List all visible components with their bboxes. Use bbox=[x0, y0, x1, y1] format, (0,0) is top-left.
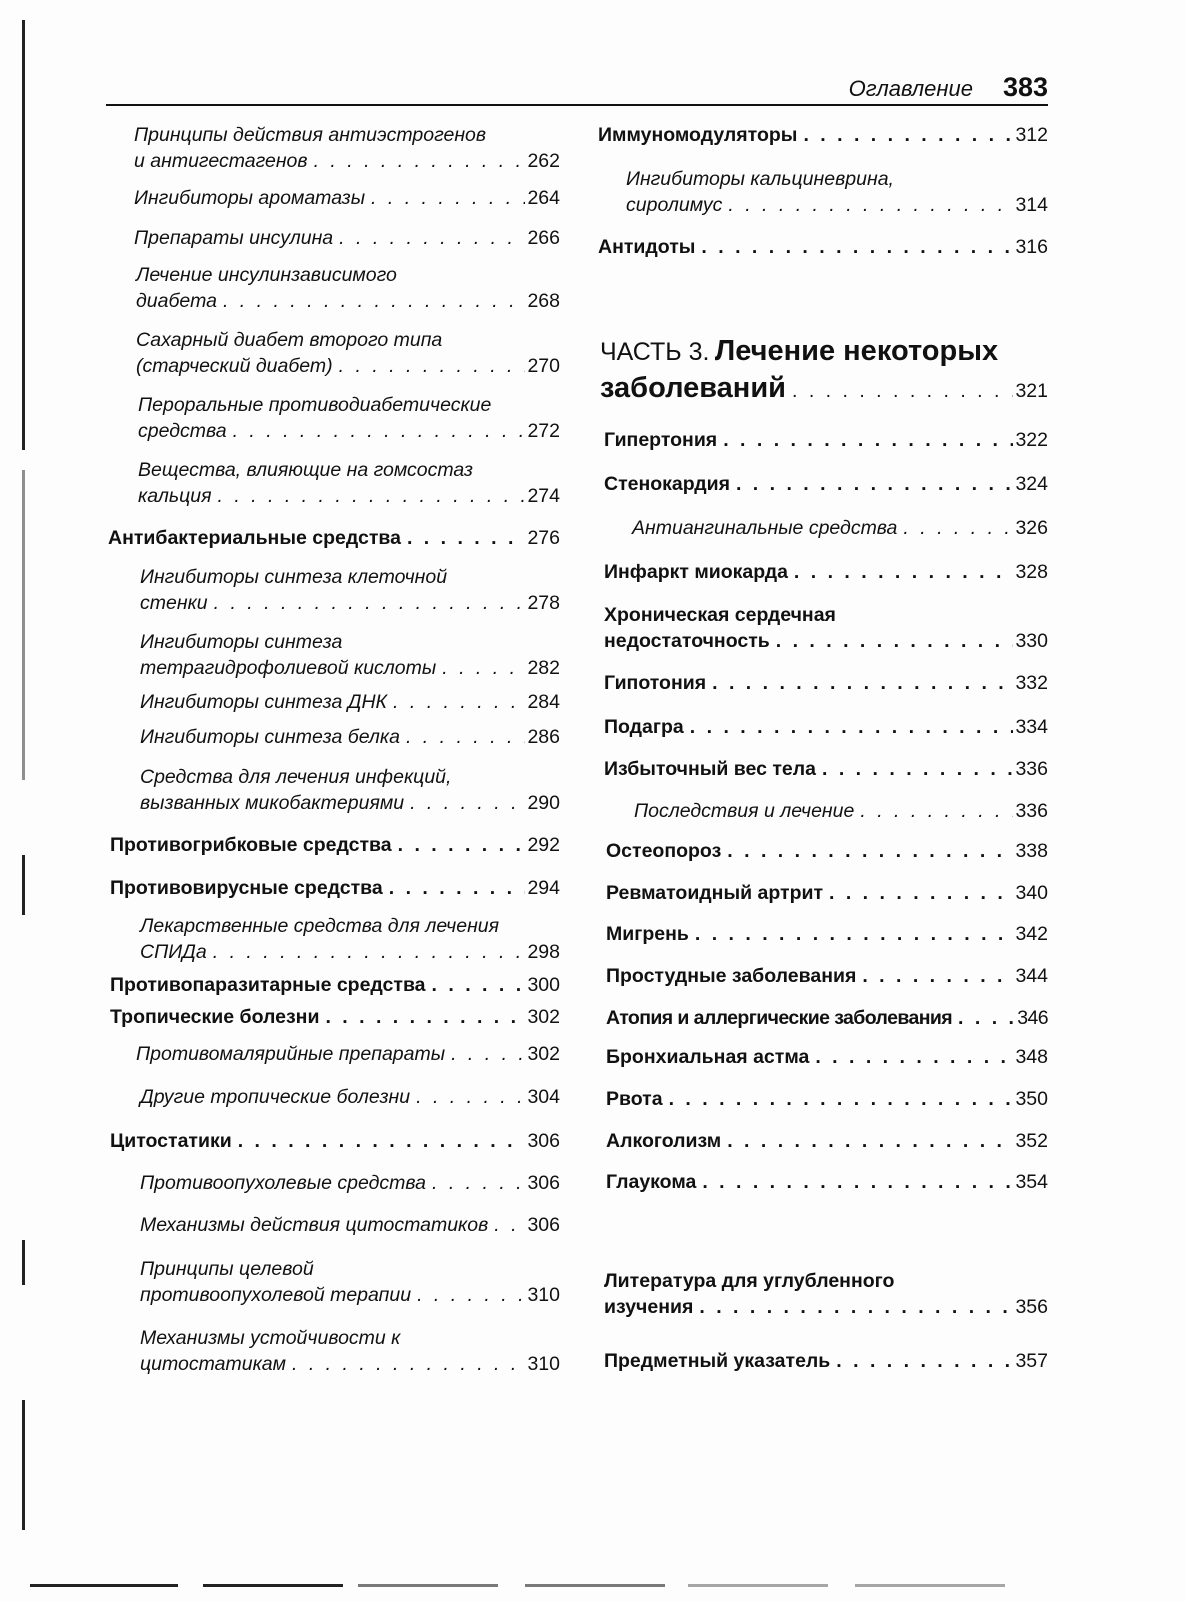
toc-entry[interactable]: Принципы действия антиэстрогенов и антигестагенов . . . 262 bbox=[134, 122, 560, 174]
toc-entry[interactable]: Другие тропические болезни . . . 304 bbox=[140, 1084, 560, 1110]
toc-entry[interactable]: Подагра . . . 334 bbox=[604, 714, 1048, 740]
toc-entry[interactable]: Противогрибковые средства . . . 292 bbox=[110, 832, 560, 858]
toc-entry[interactable]: Инфаркт миокарда . . . 328 bbox=[604, 559, 1048, 585]
toc-entry[interactable]: Цитостатики . . . 306 bbox=[110, 1128, 560, 1154]
toc-entry[interactable]: Глаукома . . . 354 bbox=[606, 1169, 1048, 1195]
toc-entry[interactable]: Антиангинальные средства . . . 326 bbox=[632, 515, 1048, 541]
footer-rule bbox=[358, 1584, 498, 1587]
running-title: Оглавление bbox=[848, 76, 973, 101]
toc-entry[interactable]: Мигрень . . . 342 bbox=[606, 921, 1048, 947]
toc-entry[interactable]: Ингибиторы синтеза клеточной стенки . . . 278 bbox=[140, 564, 560, 616]
toc-entry[interactable]: Иммуномодуляторы . . . 312 bbox=[598, 122, 1048, 148]
toc-entry[interactable]: Остеопороз . . . 338 bbox=[606, 838, 1048, 864]
toc-entry[interactable]: Хроническая сердечная недостаточность . . . 330 bbox=[604, 602, 1048, 654]
scan-edge-mark bbox=[22, 20, 25, 450]
toc-entry[interactable]: Вещества, влияющие на гомсостаз кальция . . . 274 bbox=[138, 457, 560, 509]
toc-entry[interactable]: Простудные заболевания . . . 344 bbox=[606, 963, 1048, 989]
toc-entry[interactable]: Пероральные противодиабетические средства . . . 272 bbox=[138, 392, 560, 444]
toc-entry[interactable]: Антидоты . . . 316 bbox=[598, 234, 1048, 260]
scan-edge-mark bbox=[22, 470, 25, 780]
toc-entry[interactable]: Антибактериальные средства . . . 276 bbox=[108, 525, 560, 551]
footer-rule bbox=[525, 1584, 665, 1587]
scan-edge-mark bbox=[22, 1400, 25, 1530]
toc-entry[interactable]: Механизмы устойчивости к цитостатикам . . . 310 bbox=[140, 1325, 560, 1377]
toc-entry[interactable]: Тропические болезни . . . 302 bbox=[110, 1004, 560, 1030]
toc-entry[interactable]: Рвота . . . 350 bbox=[606, 1086, 1048, 1112]
toc-entry[interactable]: Гипертония . . . 322 bbox=[604, 427, 1048, 453]
toc-entry[interactable]: Противовирусные средства . . . 294 bbox=[110, 875, 560, 901]
toc-entry[interactable]: Литература для углубленного изучения . . . 356 bbox=[604, 1268, 1048, 1320]
toc-entry[interactable]: Препараты инсулина . . . 266 bbox=[134, 225, 560, 251]
toc-entry[interactable]: Предметный указатель . . . 357 bbox=[604, 1348, 1048, 1374]
footer-rule bbox=[30, 1584, 178, 1587]
toc-entry[interactable]: Ингибиторы ароматазы . . . 264 bbox=[134, 185, 560, 211]
toc-entry[interactable]: Ингибиторы синтеза тетрагидрофолиевой кислоты . . . 282 bbox=[140, 629, 560, 681]
footer-rule bbox=[855, 1584, 1005, 1587]
toc-entry[interactable]: Алкоголизм . . . 352 bbox=[606, 1128, 1048, 1154]
toc-entry[interactable]: Стенокардия . . . 324 bbox=[604, 471, 1048, 497]
scan-edge-mark bbox=[22, 1240, 25, 1285]
toc-entry[interactable]: Противоопухолевые средства . . . 306 bbox=[140, 1170, 560, 1196]
toc-entry[interactable]: Бронхиальная астма . . . 348 bbox=[606, 1044, 1048, 1070]
scan-edge-mark bbox=[22, 855, 25, 915]
toc-entry[interactable]: Ингибиторы кальциневрина, сиролимус . . . 314 bbox=[626, 166, 1048, 218]
page-number: 383 bbox=[1002, 72, 1048, 102]
toc-entry[interactable]: Лекарственные средства для лечения СПИДа . . . 298 bbox=[140, 913, 560, 965]
toc-entry[interactable]: Сахарный диабет второго типа (старческий диабет) . . . 270 bbox=[136, 327, 560, 379]
toc-entry[interactable]: Средства для лечения инфекций, вызванных микобактериями . . . 290 bbox=[140, 764, 560, 816]
toc-entry[interactable]: Принципы целевой противоопухолевой терапии . . . 310 bbox=[140, 1256, 560, 1308]
toc-entry[interactable]: Ингибиторы синтеза ДНК . . . 284 bbox=[140, 689, 560, 715]
toc-entry[interactable]: Противопаразитарные средства . . . 300 bbox=[110, 972, 560, 998]
toc-entry[interactable]: Последствия и лечение . . . 336 bbox=[634, 798, 1048, 824]
footer-rule bbox=[203, 1584, 343, 1587]
toc-entry[interactable]: Механизмы действия цитостатиков . . . 306 bbox=[140, 1212, 560, 1238]
toc-entry[interactable]: Гипотония . . . 332 bbox=[604, 670, 1048, 696]
toc-entry[interactable]: Атопия и аллергические заболевания . . . 346 bbox=[606, 1005, 1048, 1031]
toc-entry[interactable]: Противомалярийные препараты . . . 302 bbox=[136, 1041, 560, 1067]
toc-entry[interactable]: Ревматоидный артрит . . . 340 bbox=[606, 880, 1048, 906]
page-header bbox=[106, 70, 1048, 106]
toc-entry[interactable]: Ингибиторы синтеза белка . . . 286 bbox=[140, 724, 560, 750]
part-heading[interactable]: ЧАСТЬ 3. Лечение некоторых заболеваний . . . 321 bbox=[600, 334, 1048, 408]
toc-entry[interactable]: Лечение инсулинзависимого диабета . . . 268 bbox=[136, 262, 560, 314]
toc-entry[interactable]: Избыточный вес тела . . . 336 bbox=[604, 756, 1048, 782]
footer-rule bbox=[688, 1584, 828, 1587]
